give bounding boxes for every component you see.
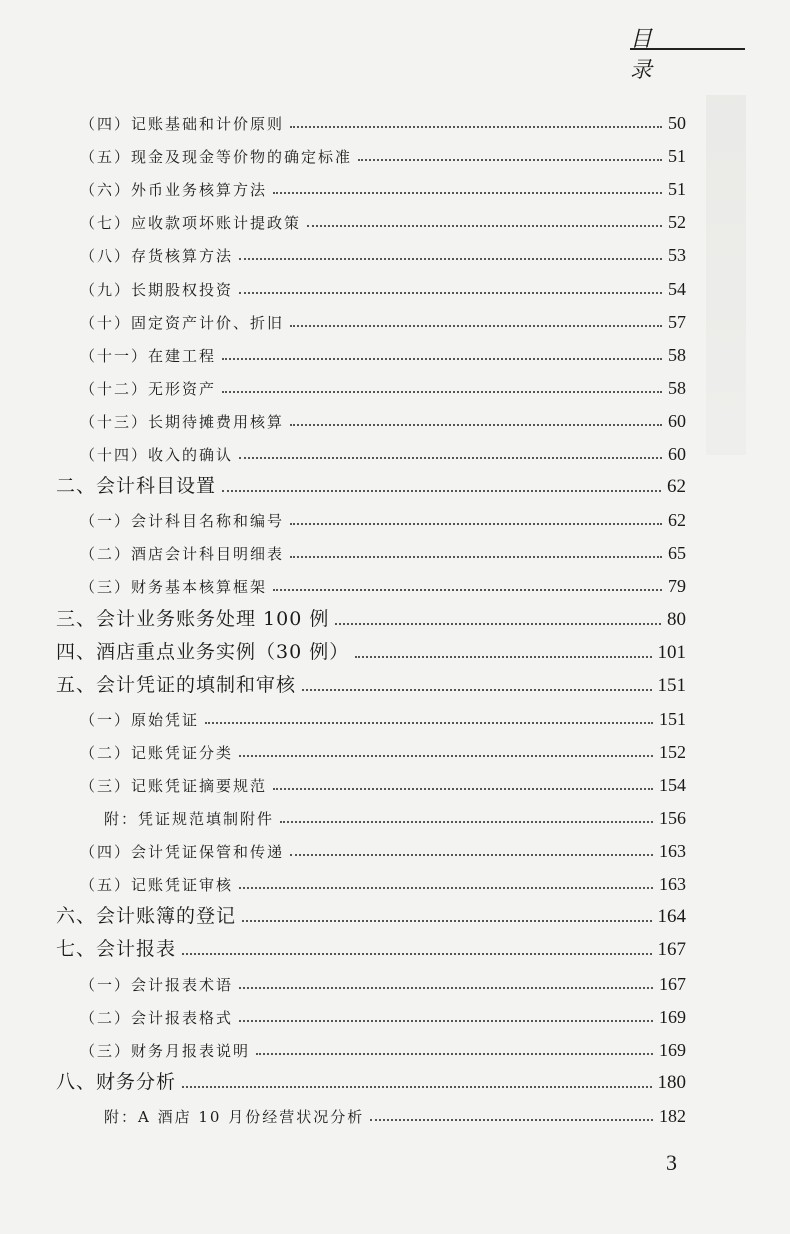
dot-leader [273,192,662,194]
toc-entry-label: 三、会计业务账务处理 100 例 [56,607,330,630]
toc-entry-page: 101 [657,641,686,663]
toc-entry [56,730,686,763]
dot-leader [239,987,653,989]
dot-leader [307,225,662,227]
toc-entry [56,597,686,630]
toc-entry-page: 51 [668,146,686,167]
dot-leader [242,920,651,922]
toc-entry-page: 58 [668,377,686,398]
toc-entry [56,366,686,399]
toc-entry-page: 60 [668,444,686,465]
toc-entry-page: 51 [668,179,686,200]
toc-entry-page: 62 [668,510,686,531]
toc-entry [56,134,686,167]
toc-entry-page: 164 [657,906,686,928]
toc-entry-label: （一）会计科目名称和编号 [80,512,285,531]
toc-entry [56,101,686,134]
table-of-contents [56,101,686,1127]
toc-entry-page: 52 [668,212,686,233]
toc-entry-page: 57 [668,311,686,332]
header-title: 目 录 [630,27,663,83]
toc-entry [56,796,686,829]
toc-entry-label: （十三）长期待摊费用核算 [80,412,285,431]
toc-entry-page: 50 [668,113,686,134]
dot-leader [239,755,653,757]
dot-leader [239,457,662,459]
toc-entry-label: （三）记账凭证摘要规范 [80,776,268,795]
toc-entry [56,862,686,895]
toc-entry-label: （十二）无形资产 [80,379,217,398]
toc-entry-page: 163 [659,874,686,895]
toc-entry [56,498,686,531]
dot-leader [222,490,661,492]
dot-leader [222,358,662,360]
dot-leader [290,424,662,426]
toc-entry [56,961,686,994]
toc-entry-page: 167 [657,939,686,961]
toc-entry-page: 151 [657,674,686,696]
toc-entry-page: 169 [659,1006,686,1027]
toc-entry [56,1094,686,1127]
toc-entry-label: （二）酒店会计科目明细表 [80,545,285,564]
dot-leader [239,1020,653,1022]
toc-entry-page: 169 [659,1039,686,1060]
toc-entry-page: 80 [667,608,686,630]
toc-entry [56,1061,686,1094]
running-header [630,20,745,83]
dot-leader [239,887,653,889]
toc-entry-page: 65 [668,543,686,564]
toc-entry [56,564,686,597]
toc-entry [56,300,686,333]
toc-entry-page: 182 [659,1105,686,1126]
toc-entry-label: 二、会计科目设置 [56,475,217,498]
toc-entry [56,266,686,299]
toc-entry-label: （二）记账凭证分类 [80,743,234,762]
toc-entry-label: （九）长期股权投资 [80,280,234,299]
toc-entry [56,995,686,1028]
toc-entry [56,465,686,498]
dot-leader [355,656,651,658]
dot-leader [182,1086,651,1088]
toc-entry [56,829,686,862]
toc-entry-label: （四）记账基础和计价原则 [80,115,285,134]
toc-entry-label: 八、财务分析 [56,1070,177,1093]
dot-leader [290,854,653,856]
toc-entry-label: 四、酒店重点业务实例（30 例） [56,640,350,663]
toc-entry [56,233,686,266]
toc-entry [56,167,686,200]
dot-leader [358,159,662,161]
toc-entry-label: 六、会计账簿的登记 [56,905,237,928]
toc-entry [56,399,686,432]
toc-entry-label: 附：凭证规范填制附件 [104,810,275,829]
dot-leader [370,1119,653,1121]
dot-leader [273,589,662,591]
toc-entry-page: 152 [659,741,686,762]
dot-leader [290,126,662,128]
dot-leader [302,689,651,691]
toc-entry-page: 163 [659,841,686,862]
toc-entry-label: （一）原始凭证 [80,710,200,729]
toc-entry [56,664,686,697]
toc-entry-label: （四）会计凭证保管和传递 [80,843,285,862]
toc-entry-label: 七、会计报表 [56,938,177,961]
toc-entry-label: （十四）收入的确认 [80,446,234,465]
page-number: 3 [666,1150,677,1175]
dot-leader [205,722,653,724]
toc-entry-page: 53 [668,245,686,266]
toc-entry-label: （五）记账凭证审核 [80,876,234,895]
toc-entry-label: （七）应收款项坏账计提政策 [80,214,302,233]
toc-entry-label: （六）外币业务核算方法 [80,181,268,200]
toc-entry-label: （五）现金及现金等价物的确定标准 [80,148,353,167]
toc-entry [56,631,686,664]
toc-entry-page: 58 [668,344,686,365]
dot-leader [182,953,651,955]
toc-entry-page: 79 [668,576,686,597]
toc-entry [56,200,686,233]
dot-leader [335,623,661,625]
toc-entry-label: 五、会计凭证的填制和审核 [56,673,297,696]
toc-entry [56,697,686,730]
toc-entry [56,531,686,564]
toc-entry-page: 154 [659,774,686,795]
dot-leader [290,523,662,525]
toc-entry [56,432,686,465]
toc-entry-label: （二）会计报表格式 [80,1008,234,1027]
toc-entry [56,1028,686,1061]
dot-leader [290,556,662,558]
toc-entry [56,763,686,796]
toc-entry-page: 156 [659,808,686,829]
show-through-shadow [706,95,746,455]
toc-entry-label: （十一）在建工程 [80,346,217,365]
toc-entry [56,928,686,961]
dot-leader [290,325,662,327]
toc-entry-page: 151 [659,708,686,729]
dot-leader [239,258,662,260]
toc-entry-page: 167 [659,973,686,994]
toc-entry [56,333,686,366]
dot-leader [239,292,662,294]
toc-entry-page: 62 [667,476,686,498]
toc-entry-label: （三）财务月报表说明 [80,1041,251,1060]
toc-entry-label: （三）财务基本核算框架 [80,578,268,597]
toc-entry [56,895,686,928]
toc-entry-page: 180 [657,1071,686,1093]
toc-entry-label: （十）固定资产计价、折旧 [80,313,285,332]
toc-entry-label: （八）存货核算方法 [80,247,234,266]
dot-leader [280,821,653,823]
dot-leader [273,788,653,790]
toc-entry-page: 60 [668,410,686,431]
dot-leader [256,1053,653,1055]
toc-entry-label: 附：A 酒店 10 月份经营状况分析 [104,1107,365,1126]
toc-entry-label: （一）会计报表术语 [80,975,234,994]
dot-leader [222,391,662,393]
toc-entry-page: 54 [668,278,686,299]
